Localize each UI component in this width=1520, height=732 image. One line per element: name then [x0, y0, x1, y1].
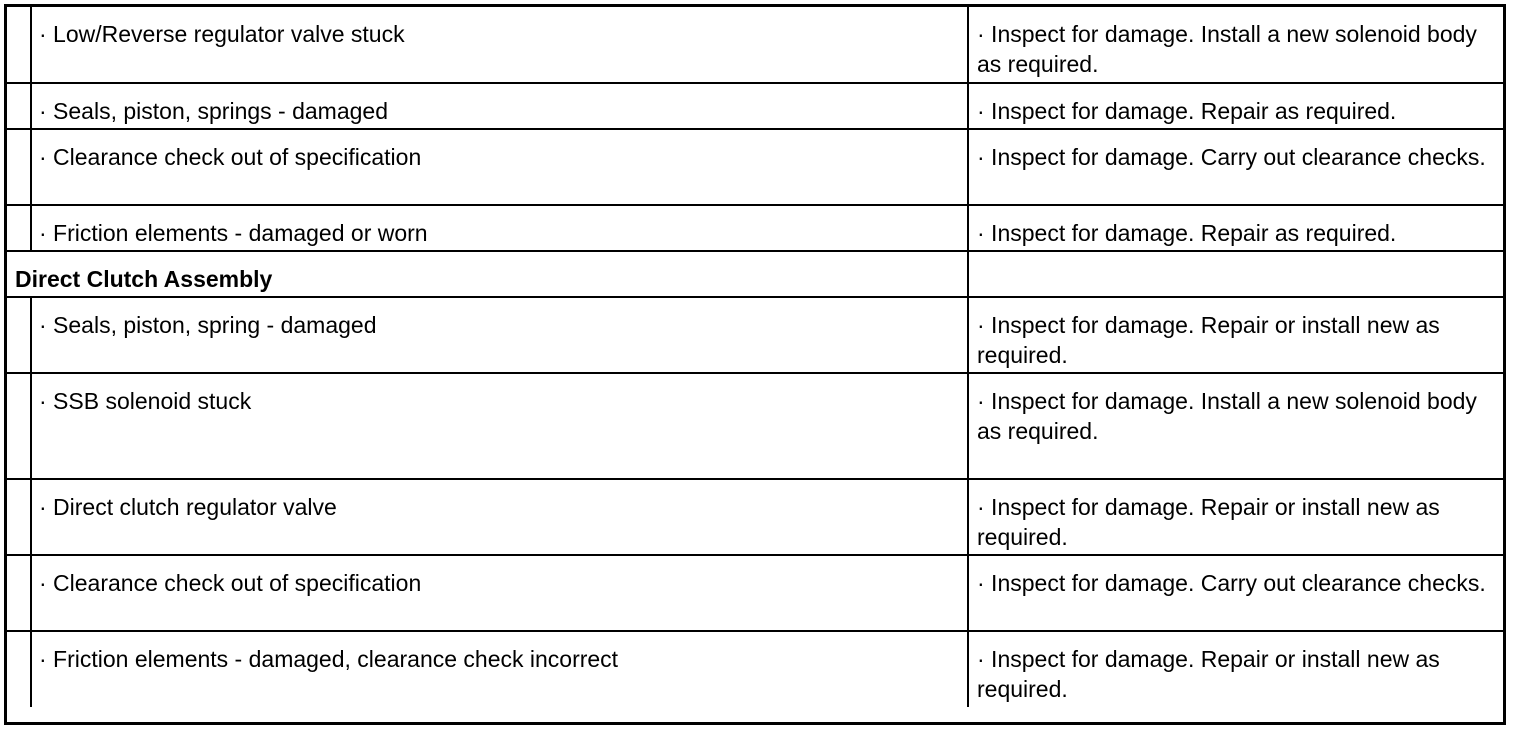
indent-cell	[7, 479, 31, 555]
action-text: · Inspect for damage. Repair as required.	[977, 98, 1397, 124]
table-row	[7, 129, 1503, 205]
action-cell	[968, 479, 1503, 555]
indent-cell	[7, 297, 31, 373]
section-header-cell	[7, 251, 968, 297]
action-text	[969, 252, 1503, 264]
cause-cell	[31, 373, 968, 479]
indent-cell	[7, 83, 31, 129]
cause-cell	[31, 479, 968, 555]
action-text: · Inspect for damage. Repair or install new as required.	[977, 494, 1440, 550]
indent-cell	[7, 631, 31, 707]
cause-text: · Direct clutch regulator valve	[39, 494, 337, 520]
cause-cell	[31, 205, 968, 251]
table-row	[7, 83, 1503, 129]
indent-cell	[7, 205, 31, 251]
indent-cell	[7, 7, 31, 83]
cause-cell	[31, 631, 968, 707]
cause-text: · Friction elements - damaged or worn	[39, 220, 428, 246]
cause-cell	[31, 7, 968, 83]
cause-text: · Seals, piston, springs - damaged	[39, 98, 389, 124]
table-row	[7, 479, 1503, 555]
action-cell	[968, 555, 1503, 631]
table-row	[7, 631, 1503, 707]
action-text: · Inspect for damage. Repair or install new as required.	[977, 312, 1440, 368]
indent-cell	[7, 129, 31, 205]
action-cell	[968, 7, 1503, 83]
diagnostic-table-frame	[4, 4, 1506, 725]
cause-cell	[31, 129, 968, 205]
action-text: · Inspect for damage. Install a new solenoid body as required.	[977, 388, 1477, 444]
action-cell	[968, 251, 1503, 297]
cause-cell	[31, 83, 968, 129]
section-header-row	[7, 251, 1503, 297]
cause-text: · Friction elements - damaged, clearance check incorrect	[39, 646, 619, 672]
cause-cell	[31, 297, 968, 373]
action-text: · Inspect for damage. Repair or install new as required.	[977, 646, 1440, 702]
indent-cell	[7, 555, 31, 631]
cause-text: · Clearance check out of specification	[39, 144, 422, 170]
action-cell	[968, 83, 1503, 129]
section-title: Direct Clutch Assembly	[15, 266, 273, 292]
action-cell	[968, 631, 1503, 707]
action-text: · Inspect for damage. Carry out clearance checks.	[977, 144, 1486, 170]
table-row	[7, 7, 1503, 83]
action-cell	[968, 205, 1503, 251]
diagnostic-table	[7, 7, 1503, 707]
action-text: · Inspect for damage. Repair as required.	[977, 220, 1397, 246]
table-row	[7, 205, 1503, 251]
cause-cell	[31, 555, 968, 631]
action-cell	[968, 297, 1503, 373]
action-cell	[968, 373, 1503, 479]
action-text: · Inspect for damage. Carry out clearance checks.	[977, 570, 1486, 596]
table-row	[7, 555, 1503, 631]
cause-text: · Low/Reverse regulator valve stuck	[39, 21, 405, 47]
action-cell	[968, 129, 1503, 205]
indent-cell	[7, 373, 31, 479]
table-row	[7, 373, 1503, 479]
cause-text: · Clearance check out of specification	[39, 570, 422, 596]
action-text: · Inspect for damage. Install a new solenoid body as required.	[977, 21, 1477, 77]
cause-text: · SSB solenoid stuck	[39, 388, 252, 414]
cause-text: · Seals, piston, spring - damaged	[39, 312, 377, 338]
table-row	[7, 297, 1503, 373]
